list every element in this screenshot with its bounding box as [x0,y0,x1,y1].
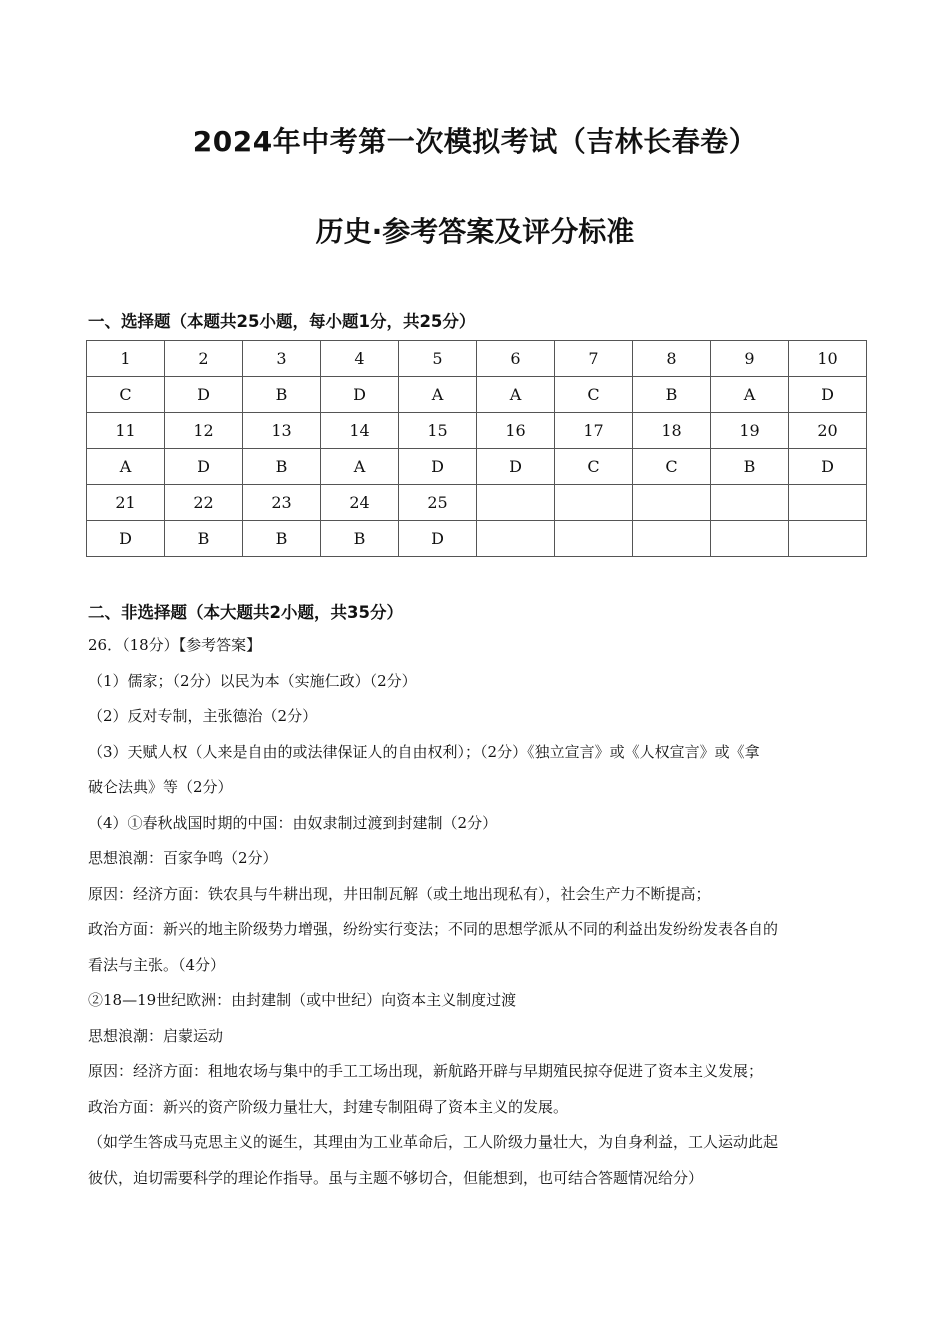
answer-line: 原因：经济方面：租地农场与集中的手工工场出现，新航路开辟与早期殖民掠夺促进了资本主义发展； [88,1062,764,1080]
question-number-cell: 23 [243,485,321,521]
question-number-cell [633,485,711,521]
question-number-cell: 5 [399,341,477,377]
answer-cell: B [711,449,789,485]
section-2-heading: 二、非选择题（本大题共2小题，共35分） [88,603,403,622]
answer-cell: D [789,449,867,485]
answer-cell: A [399,377,477,413]
answer-line: 原因：经济方面：铁农具与牛耕出现，井田制瓦解（或土地出现私有），社会生产力不断提高； [88,884,711,903]
answer-cell: C [555,449,633,485]
question-number-cell: 16 [477,413,555,449]
question-number-cell: 18 [633,413,711,449]
question-number-cell: 17 [555,413,633,449]
exam-title: 2024年中考第一次模拟考试（吉林长春卷） [192,125,758,158]
answer-line: 26．（18分）【参考答案】 [88,636,262,654]
answer-line: 看法与主张。（4分） [88,955,226,974]
answer-cell: D [399,521,477,557]
answer-row [87,377,867,413]
answer-key-subtitle: 历史·参考答案及评分标准 [315,215,635,248]
answer-cell [477,521,555,557]
answer-cell: A [477,377,555,413]
answer-cell [789,521,867,557]
answer-cell: C [555,377,633,413]
question-number-cell: 20 [789,413,867,449]
answer-line: 彼伏，迫切需要科学的理论作指导。虽与主题不够切合，但能想到，也可结合答题情况给分） [88,1168,704,1187]
answer-cell: A [321,449,399,485]
answer-cell: D [165,377,243,413]
question-number-cell: 3 [243,341,321,377]
question-number-cell: 10 [789,341,867,377]
answer-line: （3）天赋人权（人来是自由的或法律保证人的自由权利）；（2分）《独立宣言》或《人权宣言》或《拿 [88,742,760,761]
question-number-cell: 13 [243,413,321,449]
question-number-cell: 14 [321,413,399,449]
answer-cell: A [87,449,165,485]
section-1-heading: 一、选择题（本题共25小题，每小题1分，共25分） [88,312,476,331]
answer-line: ②18—19世纪欧洲：由封建制（或中世纪）向资本主义制度过渡 [88,991,517,1009]
answer-cell: D [789,377,867,413]
question-number-cell: 12 [165,413,243,449]
answer-line: （2）反对专制，主张德治（2分） [88,707,318,725]
question-number-cell: 8 [633,341,711,377]
answer-cell: B [243,449,321,485]
question-number-cell: 21 [87,485,165,521]
answer-line: 思想浪潮：百家争鸣（2分） [88,849,278,867]
answer-cell: B [243,377,321,413]
question-number-cell [555,485,633,521]
question-number-cell: 19 [711,413,789,449]
answer-cell: B [321,521,399,557]
question-number-cell: 22 [165,485,243,521]
answer-cell: A [711,377,789,413]
question-number-cell: 4 [321,341,399,377]
answer-line: 政治方面：新兴的资产阶级力量壮大，封建专制阻碍了资本主义的发展。 [88,1097,569,1116]
question-number-cell: 9 [711,341,789,377]
answer-line: （如学生答成马克思主义的诞生，其理由为工业革命后，工人阶级力量壮大，为自身利益，工人运动此起 [88,1133,779,1151]
question-number-cell: 15 [399,413,477,449]
question-number-cell: 25 [399,485,477,521]
answer-cell [555,521,633,557]
answer-line: 破仑法典》等（2分） [88,778,233,796]
question-number-row [87,485,867,521]
answer-cell: D [477,449,555,485]
answer-line: （4）①春秋战国时期的中国：由奴隶制过渡到封建制（2分） [88,813,498,832]
answer-cell: B [243,521,321,557]
answer-cell [633,521,711,557]
question-number-cell [711,485,789,521]
answer-cell: D [87,521,165,557]
question-number-cell [789,485,867,521]
answer-line: 思想浪潮：启蒙运动 [88,1026,224,1045]
answer-cell: D [399,449,477,485]
answer-cell [711,521,789,557]
question-number-cell: 24 [321,485,399,521]
answer-cell: C [633,449,711,485]
answer-cell: B [633,377,711,413]
answer-cell: D [165,449,243,485]
answer-table [86,340,867,557]
question-number-row [87,341,867,377]
question-number-cell: 1 [87,341,165,377]
answer-line: （1）儒家；（2分）以民为本（实施仁政）（2分） [88,671,417,690]
question-number-cell: 7 [555,341,633,377]
answer-row [87,449,867,485]
answer-line: 政治方面：新兴的地主阶级势力增强，纷纷实行变法；不同的思想学派从不同的利益出发纷纷发表各自的 [88,920,779,938]
answer-cell: D [321,377,399,413]
question-number-cell [477,485,555,521]
answer-text [88,628,868,1196]
question-number-cell: 11 [87,413,165,449]
answer-cell: C [87,377,165,413]
answer-row [87,521,867,557]
question-number-row [87,413,867,449]
answer-cell: B [165,521,243,557]
question-number-cell: 2 [165,341,243,377]
question-number-cell: 6 [477,341,555,377]
